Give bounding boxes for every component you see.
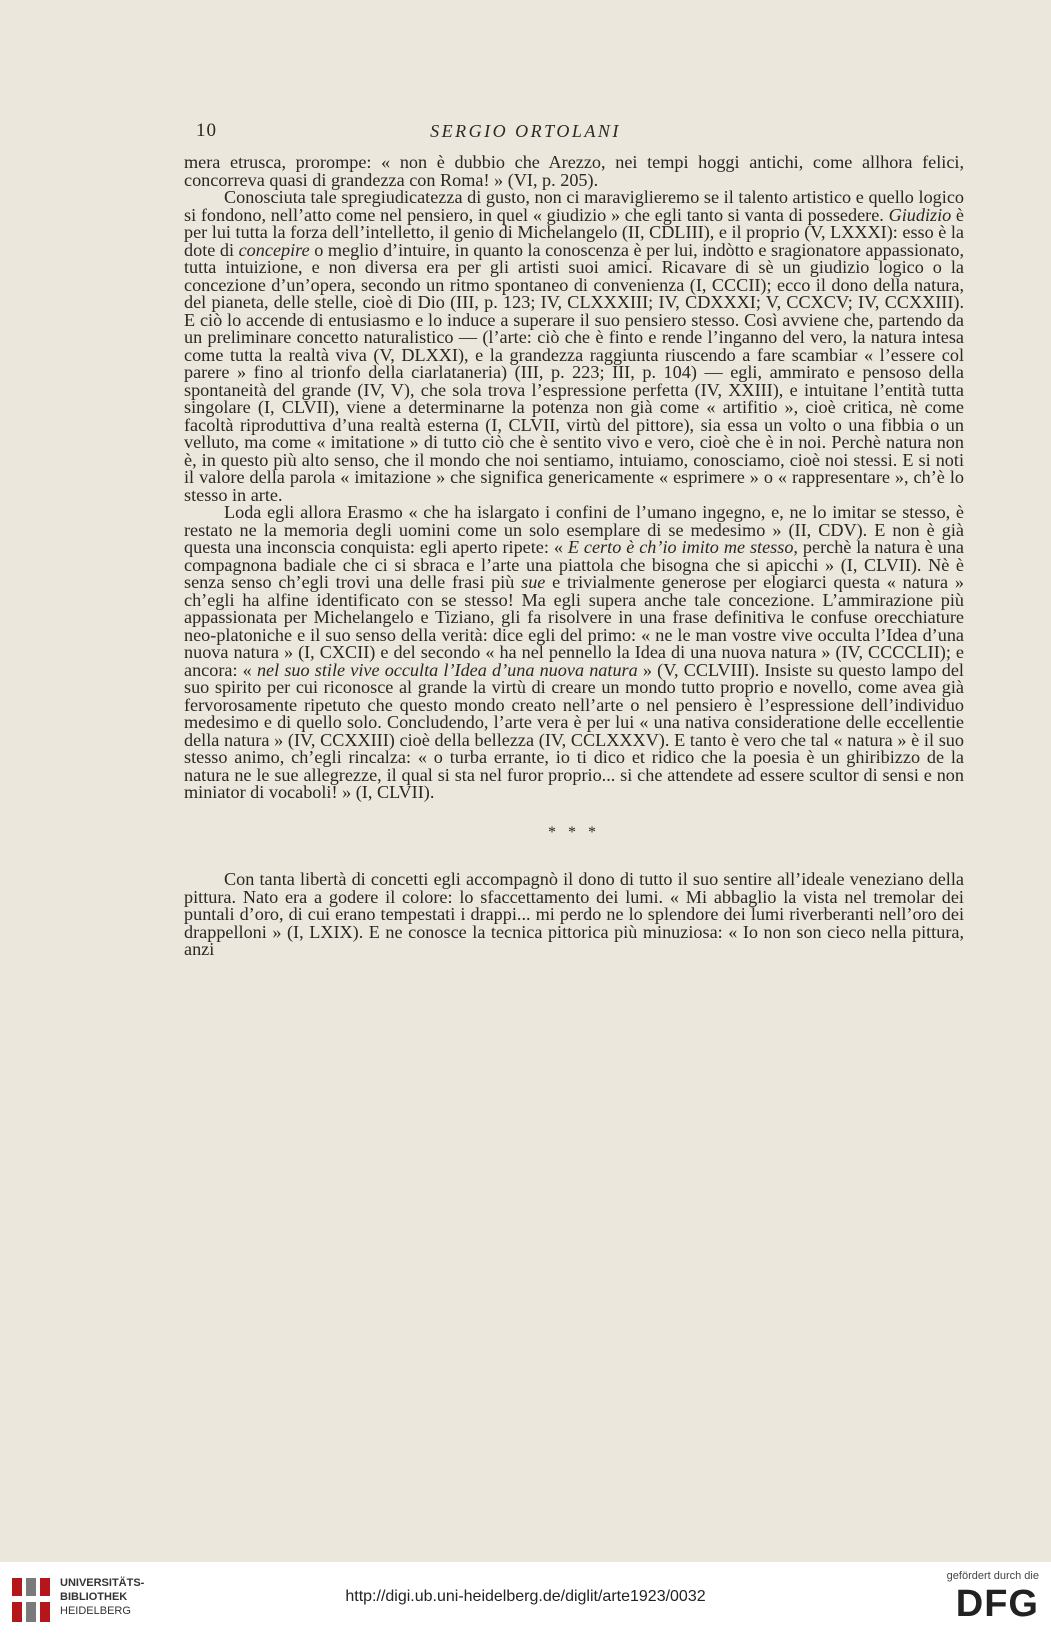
paragraph-3: Loda egli allora Erasmo « che ha islargato i confini de l’umano ingegno, e, ne lo imitar se stesso, è restato ne la memoria degli uomini come un solo esemplare di se medesimo » (II, CDV). E non è già questa una inconscia conquista: egli aperto ripete: « E certo è ch’io imito me stesso, perchè la natura è una compagnona badiale che ci si sbraca e l’arte una piattola che bisogna che si apicchi » (I, CLVII). Nè è senza senso ch’egli trovi una delle frasi più sue e trivialmente generose per elogiarci questa « natura » ch’egli ha alfine identificato con se stesso! Ma egli supera anche tale concezione. L’ammirazione più appassionata per Michelangelo e Tiziano, gli fa risolvere in una frase definitiva le confuse orecchiature neo-platoniche e il suo senso della verità: dice egli del primo: « ne le man vostre vive occulta l’Idea d’una nuova natura » (I, CXCII) e del secondo « ha nel pennello la Idea di una nuova natura » (IV, CCCCLII); e ancora: « nel suo stile vive occulta l’Idea d’una nuova natura » (V, CCLVIII). Insiste su questo lampo del suo spirito per cui riconosce al grande la virtù di creare un mondo tutto proprio e novello, come avea già fervorosamente ripetuto che questo mondo creato nell’arte o nel pensiero è l’espressione dell’individuo medesimo e di quello solo. Concludendo, l’arte vera è per lui « una nativa consideratione delle eccellentie della natura » (IV, CCXXIII) cioè della bellezza (IV, CCLXXXV). E tanto è vero che tal « natura » è il suo stesso animo, ch’egli rincalza: « o turba errante, io ti dico et ridico che la poesia è un ghiribizzo de la natura ne le sue allegrezze, il qual si sta nel furor proprio... si che attendete ad essere scultor di sensi e non miniator di vocaboli! » (I, CLVII).: [184, 502, 964, 802]
library-name: UNIVERSITÄTS- BIBLIOTHEK HEIDELBERG: [60, 1577, 145, 1617]
body-text: [184, 154, 964, 959]
paragraph-2: Conosciuta tale spregiudicatezza di gusto, non ci maraviglieremo se il talento artistico e quello logico si fondono, nell’atto come nel pensiero, in quel « giudizio » che egli tanto si vanta di possedere. Giudizio è per lui tutta la forza dell’intelletto, il genio di Michelangelo (II, CDLIII), e il proprio (V, LXXXI): esso è la dote di concepire o meglio d’intuire, in quanto la conoscenza è per lui, indòtto e sragionatore appassionato, tutta intuizione, e non diversa era per gli artisti suoi amici. Ricavare di sè un giudizio logico o la concezione d’un’opera, secondo un ritmo spontaneo di convenienza (I, CCCII); ecco il dono della natura, del pianeta, delle stelle, cioè di Dio (III, p. 123; IV, CLXXXIII; IV, CDXXXI; V, CCXCV; IV, CCXXIII). E ciò lo accende di entusiasmo e lo induce a superare il suo pensiero stesso. Così avviene che, partendo da un preliminare concetto naturalistico — (l’arte: ciò che è finto e rende l’inganno del vero, la natura intesa come tutta la realtà viva (V, DLXXI), e la grandezza raggiunta riuscendo a fare scambiar « l’essere col parere » fino al trionfo della ciarlataneria) (III, p. 223; III, p. 104) — egli, ammirato e pensoso della spontaneità del grande (IV, V), che sola trova l’espressione perfetta (IV, XXIII), e intuitane l’entità tutta singolare (I, CLVII), viene a determinarne la potenza non già come « artifitio », cioè critica, nè come facoltà riproduttiva d’una realtà esterna (I, CLVII, virtù del pittore), sia essa un volto o una fibbia o un velluto, ma come « imitatione » di tutto ciò che è sentito vivo e vero, cioè che è in noi. Perchè natura non è, in questo più alto senso, che il mondo che noi sentiamo, intuiamo, conosciamo, cioè noi stessi. E si noti il valore della parola « imitazione » che significa genericamente « esprimere » o « rappresentare », ch’è lo stesso in arte.: [184, 187, 965, 505]
italic-term: Giudizio: [888, 204, 952, 225]
funded-label: gefördert durch die: [946, 1570, 1039, 1582]
permalink-url[interactable]: http://digi.ub.uni-heidelberg.de/diglit/arte1923/0032: [345, 1588, 706, 1605]
italic-term: sue: [521, 572, 546, 592]
funder-block: [929, 1570, 1039, 1624]
dfg-logo: DFG: [955, 1583, 1039, 1625]
running-head: SERGIO ORTOLANI: [430, 121, 621, 141]
italic-quote: E certo è ch’io imito me stesso,: [567, 537, 798, 557]
italic-term: concepire: [238, 239, 310, 260]
section-separator: * * *: [548, 823, 600, 841]
paragraph-4: Con tanta libertà di concetti egli accompagnò il dono di tutto il suo sentire all’ideale veneziano della pittura. Nato era a godere il colore: lo sfaccettamento dei lumi. « Mi abbaglio la vista nel tremolar dei puntali d’oro, di cui erano tempestati i drappi... mi perdo ne lo splendore dei lumi riverberanti nell’oro dei drappelloni » (I, LXIX). E ne conosce la tecnica pittorica più minuziosa: « Io non son cieco nella pittura, anzi: [184, 869, 964, 959]
italic-quote: nel suo stile vive occulta l’Idea d’una nuova natura: [256, 659, 638, 680]
paragraph-1: mera etrusca, prorompe: « non è dubbio che Arezzo, nei tempi hoggi antichi, come allhora felici, concorreva quasi di grandezza con Roma! » (VI, p. 205).: [184, 152, 964, 190]
page-number: 10: [196, 120, 217, 141]
footer-bar: [0, 1562, 1051, 1638]
